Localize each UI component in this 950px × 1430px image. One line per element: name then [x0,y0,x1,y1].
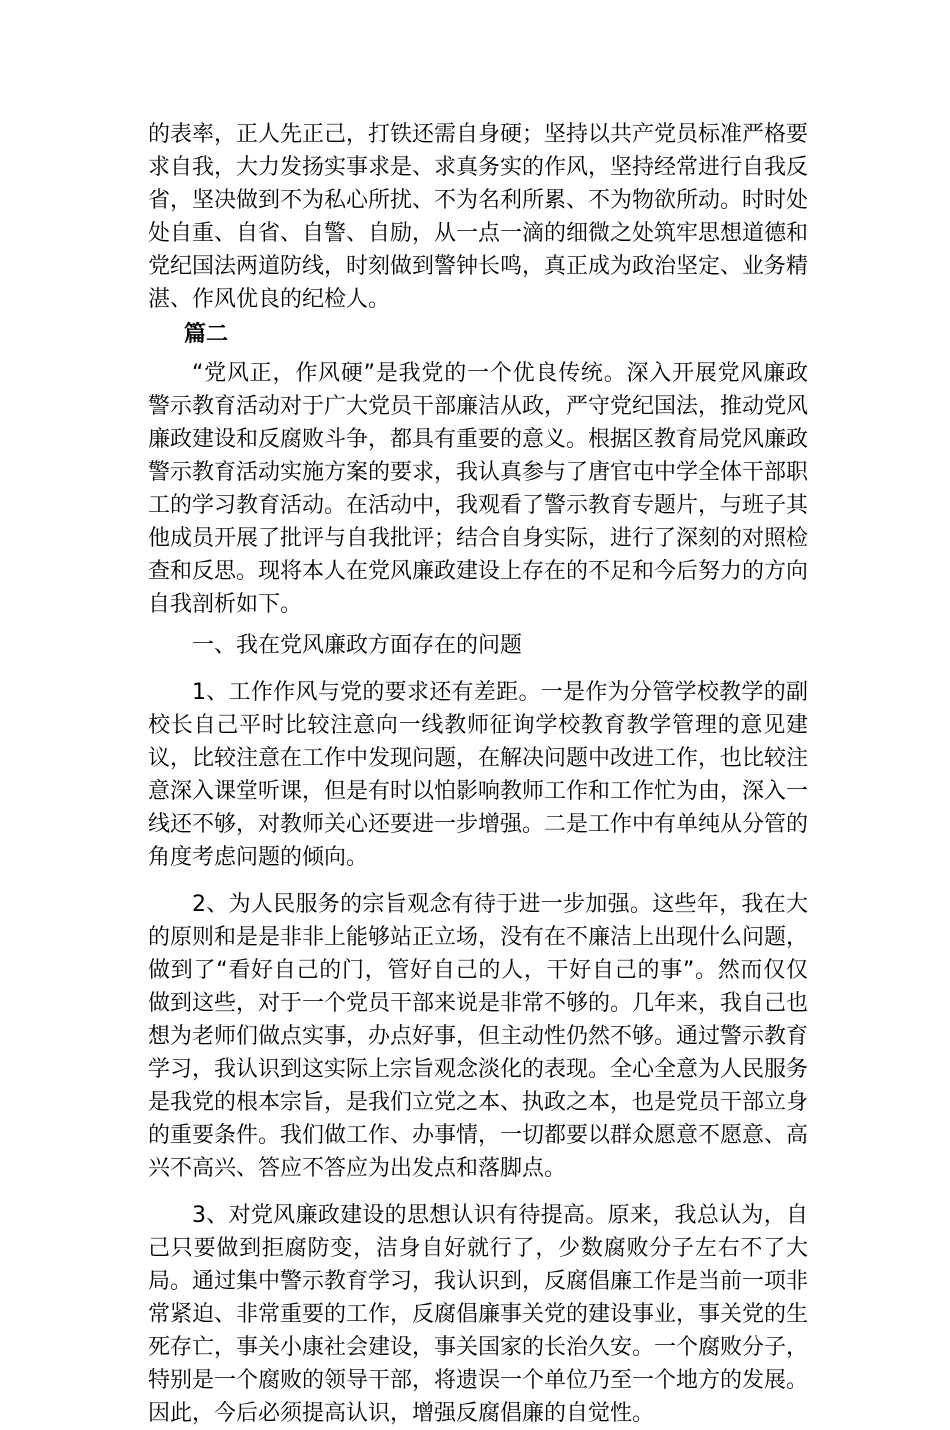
paragraph-item-3: 3、对党风廉政建设的思想认识有待提高。原来，我总认为，自己只要做到拒腐防变，洁身自好就行了，少数腐败分子左右不了大局。通过集中警示教育学习，我认识到，反腐倡廉工作是当前一项非常紧迫、非常重要的工作，反腐倡廉事关党的建设事业，事关党的生死存亡，事关小康社会建设，事关国家的长治久安。一个腐败分子，特别是一个腐败的领导干部，将遗误一个单位乃至一个地方的发展。因此，今后必须提高认识，增强反腐倡廉的自觉性。 [148,1203,809,1426]
paragraph-continuation: 的表率，正人先正己，打铁还需自身硬；坚持以共产党员标准严格要求自我，大力发扬实事求是、求真务实的作风，坚持经常进行自我反省，坚决做到不为私心所扰、不为名利所累、不为物欲所动。时时处处自重、自省、自警、自励，从一点一滴的细微之处筑牢思想道德和党纪国法两道防线，时刻做到警钟长鸣，真正成为政治坚定、业务精湛、作风优良的纪检人。 [148,122,809,312]
paragraph-item-1: 1、工作作风与党的要求还有差距。一是作为分管学校教学的副校长自己平时比较注意向一线教师征询学校教育教学管理的意见建议，比较注意在工作中发现问题，在解决问题中改进工作，也比较注意深入课堂听课，但是有时以怕影响教师工作和工作忙为由，深入一线还不够，对教师关心还要进一步增强。二是工作中有单纯从分管的角度考虑问题的倾向。 [148,680,809,870]
paragraph-intro: “党风正，作风硬”是我党的一个优良传统。深入开展党风廉政警示教育活动对于广大党员干部廉洁从政，严守党纪国法，推动党风廉政建设和反腐败斗争，都具有重要的意义。根据区教育局党风廉政警示教育活动实施方案的要求，我认真参与了唐官屯中学全体干部职工的学习教育活动。在活动中，我观看了警示教育专题片，与班子其他成员开展了批评与自我批评；结合自身实际，进行了深刻的对照检查和反思。现将本人在党风廉政建设上存在的不足和今后努力的方向自我剖析如下。 [148,361,809,617]
section-heading-part-two: 篇二 [184,322,229,347]
section-title-problems: 一、我在党风廉政方面存在的问题 [192,633,523,658]
paragraph-item-2: 2、为人民服务的宗旨观念有待于进一步加强。这些年，我在大的原则和是是非非上能够站正立场，没有在不廉洁上出现什么问题，做到了“看好自己的门，管好自己的人，干好自己的事”。然而仅仅做到这些，对于一个党员干部来说是非常不够的。几年来，我自己也想为老师们做点实事，办点好事，但主动性仍然不够。通过警示教育学习，我认识到这实际上宗旨观念淡化的表现。全心全意为人民服务是我党的根本宗旨，是我们立党之本、执政之本，也是党员干部立身的重要条件。我们做工作、办事情，一切都要以群众愿意不愿意、高兴不高兴、答应不答应为出发点和落脚点。 [148,892,809,1181]
document-body [148,118,808,1430]
